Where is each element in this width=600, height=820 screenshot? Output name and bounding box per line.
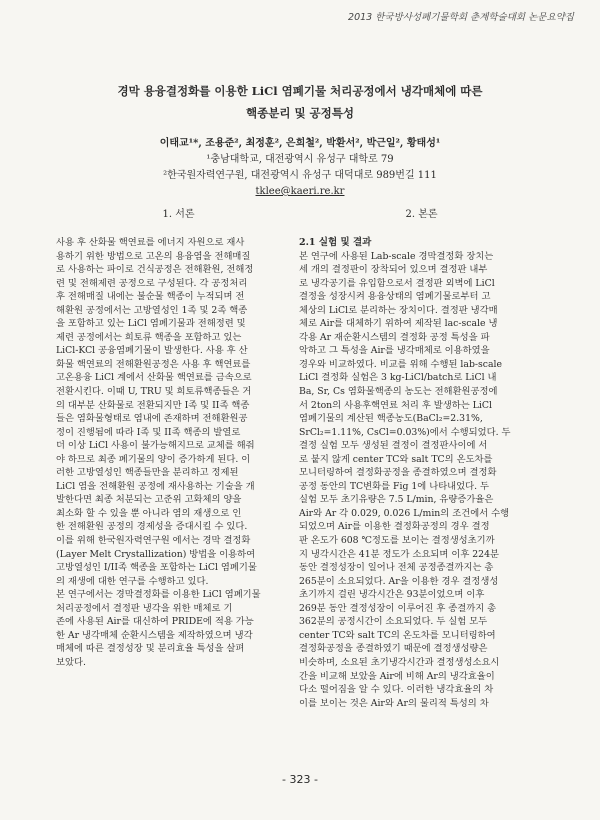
intro-paragraph-1: 사용 후 산화물 핵연료를 에너지 자원으로 재사 용하기 위한 방법으로 고온의 용융염을 전해매질 로 사용하는 파이로 건식공정은 전해환원, 전해정 련 및 전해제련 공정으로 구성된다. 각 공정처리 후 전해매질 내에는 불순물 핵종이 누적되며 전 해환원 공정에서는 고방열성인 1족 및 2족 핵종 을 포함하고 있는 LiCl 염폐기물과 전해정련 및 제련 공정에서는 희토류 핵종을 포함하고 있는 LiCl-KCl 공융염폐기물이 발생한다. 사용 후 산 화물 핵연료의 전해환원공정은 사용 후 핵연료를 고온용융 LiCl 계에서 산화물 핵연료를 금속으로 전환시킨다. 이때 U, TRU 및 희토류핵종들은 거 의 대부분 산화물로 전환되지만 I족 및 II족 핵종 들은 염화물형태로 염내에 존재하며 전해환원공 정이 진행됨에 따라 I족 및 II족 핵종의 발열로 더 이상 LiCl 사용이 불가능해지므로 교체를 해줘 야 하므로 최종 폐기물의 양이 증가하게 된다. 이 러한 고방열성인 핵종들만을 분리하고 정제된 LiCl 염을 전해환원 공정에 재사용하는 기술을 개 발한다면 최종 처분되는 고준위 고화체의 양을 최소화 할 수 있을 뿐 아니라 염의 재생으로 인 한 전해환원 공정의 경제성을 증대시킬 수 있다. 이를 위해 한국원자력연구원 에서는 경막 결정화 (Layer Melt Crystallization) 방법을 이용하여 고방열성인 I/II족 핵종을 포함하는 LiCl 염폐기물 의 재생에 대한 연구를 수행하고 있다. [56,237,257,587]
affiliation-2: ²한국원자력연구원, 대전광역시 유성구 대덕대로 989번길 111 [163,170,437,181]
author-list: 이태교¹*, 조용준², 최정훈², 은희철², 박환서², 박근일², 황태성¹ [159,138,441,149]
title-block [40,80,560,124]
right-column [299,208,544,710]
subsection-heading: 2.1 실험 및 결과 [299,237,372,248]
page-number: - 323 - [282,773,318,786]
conference-header: 2013 한국방사성폐기물학회 춘계학술대회 논문요약집 [348,12,574,23]
intro-heading: 1. 서론 [162,209,195,220]
author-block [40,136,560,200]
body-paragraph-1: 본 연구에 사용된 Lab-scale 경막결정화 장치는 세 개의 결정판이 장착되어 있으며 결정판 내부 로 냉각공기를 유입함으로서 결정판 외벽에 LiCl 결정을 성장시켜 용융상태의 염폐기물로부터 고 체상의 LiCl로 분리하는 장치이다. 결정판 냉각매 체로 Air를 대체하기 위하여 제작된 lac-scale 냉 각용 Ar 재순환시스템의 결정화 공정 특성을 파 악하고 그 특성을 Air를 냉각매체로 이용하였을 경우와 비교하였다. 비교를 위해 수행된 lab-scale LiCl 결정화 실험은 3 kg-LiCl/batch로 LiCl 내 Ba, Sr, Cs 염화물핵종의 농도는 전해환원공정에 서 2ton의 사용후핵연료 처리 후 발생하는 LiCl 염폐기물의 계산된 핵종농도(BaCl₂=2.31%, SrCl₂=1.11%, CsCl=0.03%)에서 수행되었다. 두 결정 실험 모두 생성된 결정이 결정판사이에 서 로 붙지 않게 center TC와 salt TC의 온도차를 모니터링하여 결정화공정을 종결하였으며 결정화 공정 동안의 TC변화를 Fig 1에 나타내었다. 두 실험 모두 초기유량은 7.5 L/min, 유량증가율은 Air와 Ar 각 0.029, 0.026 L/min의 조건에서 수행 되었으며 Air를 이용한 결정화공정의 경우 결정 판 온도가 608 ℃정도를 보이는 결정생성초기까 지 냉각시간은 41분 정도가 소요되며 이후 224분 동안 결정성장이 일어나 전체 공정종결까지는 총 265분이 소요되었다. Ar을 이용한 경우 결정생성 초기까지 걸린 냉각시간은 93분이었으며 이후 269분 동안 결정성장이 이루어진 후 종결까지 총 362분의 공정시간이 소요되었다. 두 실험 모두 center TC와 salt TC의 온도차를 모니터링하여 결정화공정을 종결하였기 때문에 결정생성량은 비슷하며, 소요된 초기냉각시간과 결정생성소요시 간을 비교해 보았을 Air에 비해 Ar의 냉각효율이 다소 떨어짐을 알 수 있다. 이러한 냉각효율의 차 이를 보이는 것은 Air와 Ar의 물리적 특성의 차 [299,250,511,709]
paper-title-line2: 핵종분리 및 공정특성 [246,106,354,120]
intro-paragraph-2: 본 연구에서는 경막결정화를 이용한 LiCl 염폐기물 처리공정에서 결정판 냉각을 위한 매체로 기 존에 사용된 Air를 대신하여 PRIDE에 적용 가능 한 Ar 냉각매체 순환시스템을 제작하였으며 냉각 매체에 따른 결정성장 및 분리효율 특성을 살펴 보았다. [56,589,261,668]
author-email: tklee@kaeri.re.kr [255,186,345,197]
paper-title-line1: 경막 용융결정화를 이용한 LiCl 염폐기물 처리공정에서 냉각매체에 따른 [117,84,483,98]
body-heading: 2. 본론 [405,209,438,220]
affiliation-1: ¹충남대학교, 대전광역시 유성구 대학로 79 [206,154,394,165]
left-column [56,208,301,670]
